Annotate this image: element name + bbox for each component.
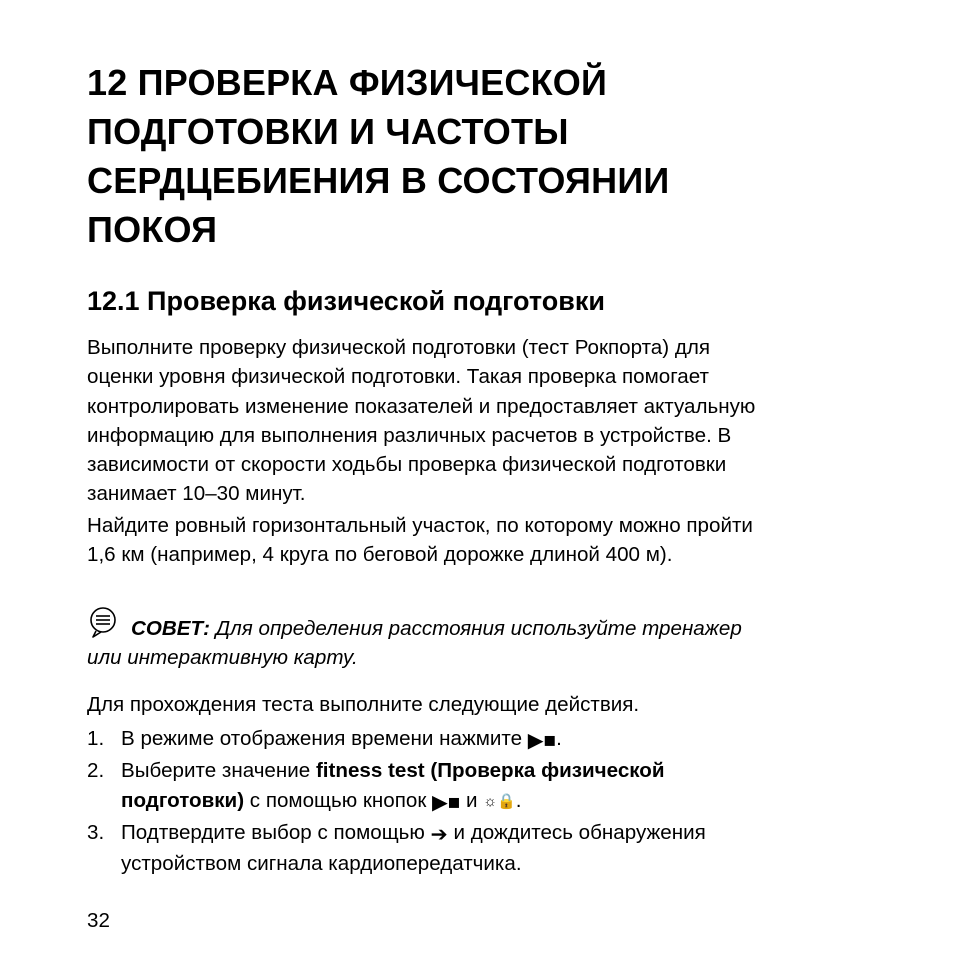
paragraph-line: занимает 10–30 минут.	[87, 482, 306, 506]
step-number: 3.	[87, 820, 105, 844]
tip-line	[87, 614, 742, 643]
step-text	[121, 818, 706, 849]
chapter-title-line: ПОДГОТОВКИ И ЧАСТОТЫ	[87, 111, 569, 152]
step-text-part: и дождитесь обнаружения	[447, 820, 706, 844]
menu-option-name: подготовки)	[121, 788, 245, 812]
menu-option-name: fitness test (Проверка физической	[315, 759, 665, 783]
play-stop-button-icon: ▶■	[432, 790, 461, 814]
chapter-title-line: СЕРДЦЕБИЕНИЯ В СОСТОЯНИИ	[87, 160, 670, 201]
step-text-part: Выберите значение	[121, 759, 316, 783]
location-paragraph	[87, 511, 753, 570]
paragraph-line: 1,6 км (например, 4 круга по беговой дорожке длиной 400 м).	[87, 543, 673, 567]
tip-text: Для определения расстояния используйте тренажер	[209, 617, 742, 640]
paragraph-line: оценки уровня физической подготовки. Такая проверка помогает	[87, 365, 709, 389]
intro-paragraph	[87, 333, 755, 509]
step-text-part: с помощью кнопок	[244, 788, 433, 812]
step-text	[121, 756, 706, 785]
step-text: устройством сигнала кардиопередатчика.	[121, 852, 522, 876]
step-text-part: В режиме отображения времени нажмите	[121, 727, 528, 750]
tip-line: или интерактивную карту.	[87, 646, 358, 670]
step-text	[121, 786, 706, 817]
page-number: 32	[87, 909, 110, 932]
chapter-title-line: 12 ПРОВЕРКА ФИЗИЧЕСКОЙ	[87, 62, 608, 103]
list-item	[87, 724, 706, 755]
step-text-part: и	[460, 788, 484, 812]
paragraph-line: информацию для выполнения различных расчетов в устройстве. В	[87, 423, 732, 447]
tip-note	[87, 614, 742, 673]
chapter-title-line: ПОКОЯ	[87, 209, 218, 250]
paragraph-line: Выполните проверку физической подготовки (тест Рокпорта) для	[87, 336, 711, 359]
paragraph-line: зависимости от скорости ходьбы проверка физической подготовки	[87, 453, 727, 477]
step-text	[121, 724, 706, 755]
play-stop-button-icon: ▶■	[527, 729, 557, 752]
steps-intro: Для прохождения теста выполните следующие действия.	[87, 693, 640, 716]
steps-list	[87, 724, 706, 879]
paragraph-line: Найдите ровный горизонтальный участок, по которому можно пройти	[87, 514, 753, 537]
step-number: 1.	[87, 727, 105, 750]
tip-label: СОВЕТ:	[131, 617, 210, 640]
section-title: 12.1 Проверка физической подготовки	[87, 286, 605, 316]
tip-icon	[87, 606, 123, 638]
step-number: 2.	[87, 759, 105, 783]
arrow-right-button-icon: ➔	[430, 822, 448, 846]
step-text-part: .	[515, 788, 522, 812]
list-item	[87, 756, 706, 817]
paragraph-line: контролировать изменение показателей и предоставляет актуальную	[87, 394, 756, 418]
step-text-part: Подтвердите выбор с помощью	[121, 820, 431, 844]
step-text-part: .	[556, 727, 562, 750]
chapter-title	[87, 58, 887, 254]
light-lock-button-icon: ☼🔒	[483, 792, 516, 810]
list-item	[87, 818, 706, 879]
